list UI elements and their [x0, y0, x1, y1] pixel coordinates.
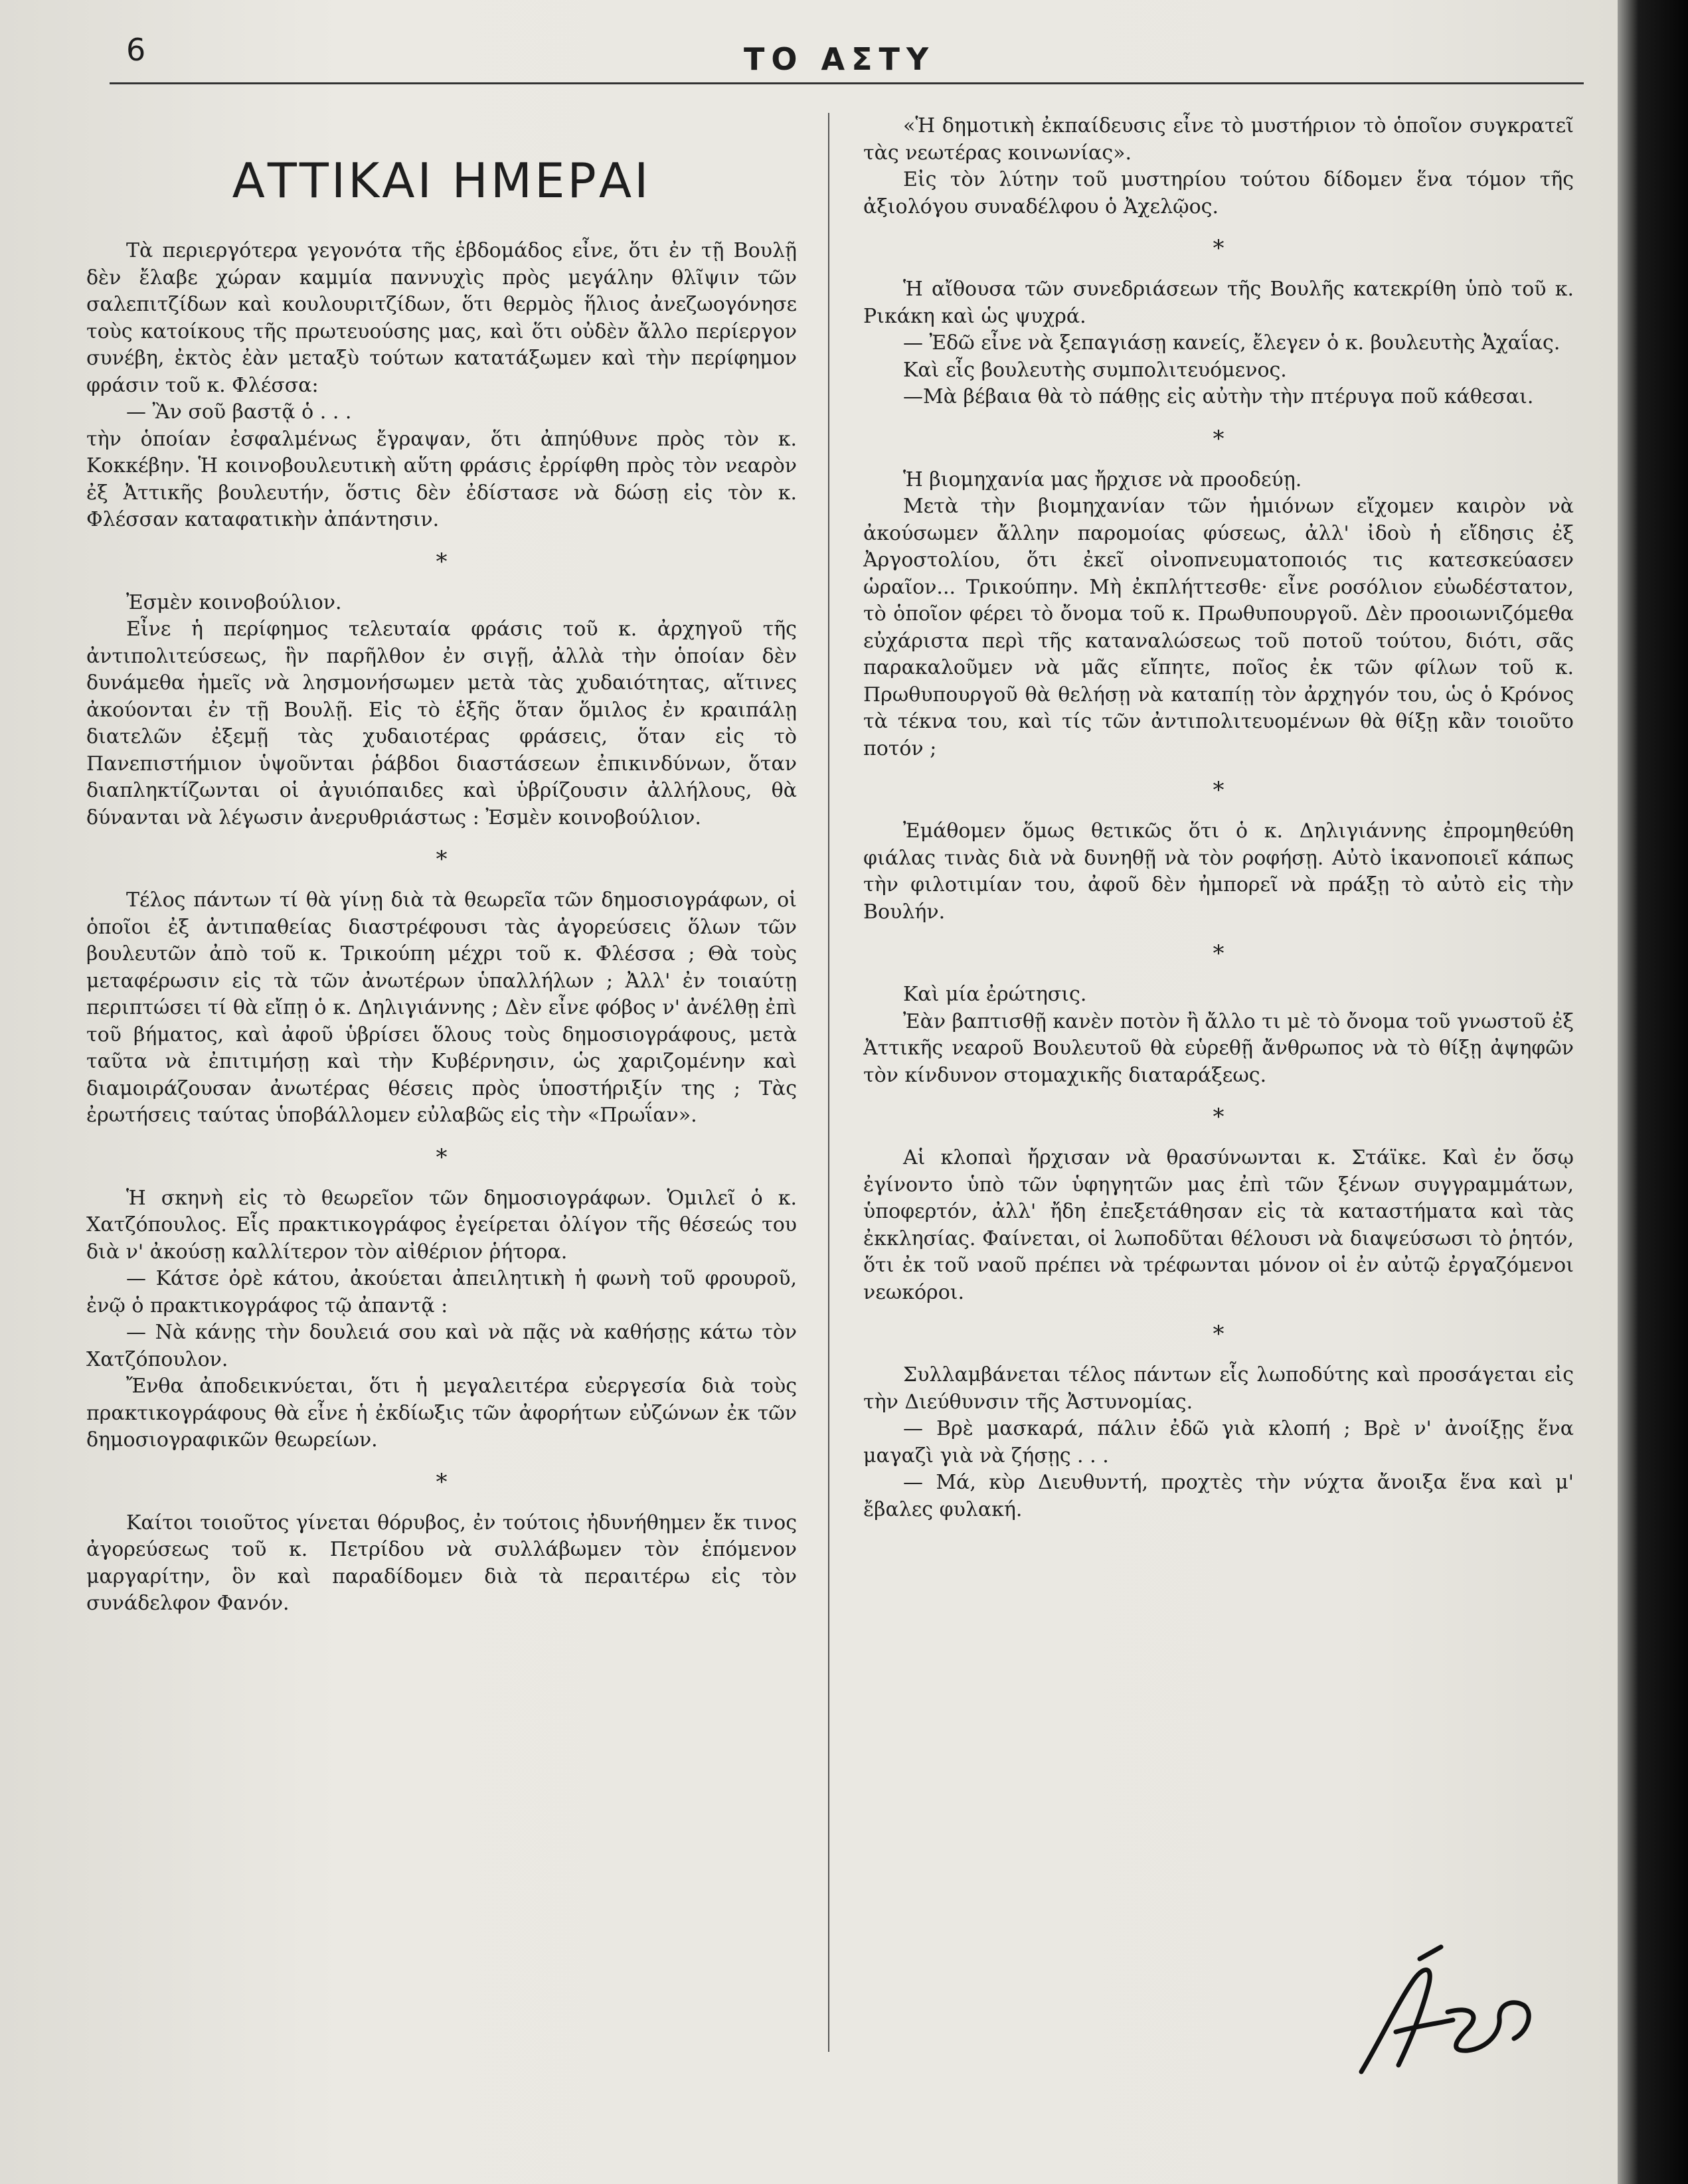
left-column: [86, 113, 797, 1618]
paragraph: Ἡ αἴθουσα τῶν συνεδριάσεων τῆς Βουλῆς κατεκρίθη ὑπὸ τοῦ κ. Ρικάκη καὶ ὡς ψυχρά.: [863, 278, 1574, 328]
paragraph: Ἐμάθομεν ὅμως θετικῶς ὅτι ὁ κ. Δηλιγιάννης ἐπρομηθεύθη φιάλας τινὰς διὰ νὰ δυνηθῇ νὰ τὸν ροφήσῃ. Αὐτὸ ἱκανοποιεῖ κάπως τὴν φιλοτιμίαν του, ἀφοῦ δὲν ἠμπορεῖ νὰ πράξῃ τὸ αὐτὸ εἰς τὴν Βουλήν.: [863, 819, 1574, 924]
page-binding-shadow: [1618, 0, 1688, 2184]
paragraph: — Ἐδῶ εἶνε νὰ ξεπαγιάσῃ κανείς, ἔλεγεν ὁ κ. βουλευτὴς Ἀχαΐας.: [903, 331, 1561, 355]
section-separator: *: [436, 846, 448, 873]
paragraph: — Βρὲ μασκαρά, πάλιν ἐδῶ γιὰ κλοπή ; Βρὲ ν' ἀνοίξῃς ἕνα μαγαζὶ γιὰ νὰ ζήσῃς . . .: [863, 1417, 1574, 1468]
paragraph: Καὶ μία ἐρώτησις.: [903, 983, 1087, 1006]
section-separator: *: [436, 1468, 448, 1495]
paragraph: — Νὰ κάνῃς τὴν δουλειά σου καὶ νὰ πᾷς νὰ καθήσῃς κάτω τὸν Χατζόπουλον.: [86, 1321, 797, 1371]
section-separator: *: [436, 548, 448, 575]
paragraph: — Μά, κὺρ Διευθυντή, προχτὲς τὴν νύχτα ἄνοιξα ἕνα καὶ μ' ἔβαλες φυλακή.: [863, 1471, 1574, 1521]
paragraph: Καὶ εἷς βουλευτὴς συμπολιτευόμενος.: [903, 358, 1287, 382]
paragraph: Ἐὰν βαπτισθῇ κανὲν ποτὸν ἢ ἄλλο τι μὲ τὸ ὄνομα τοῦ γνωστοῦ ἐξ Ἀττικῆς νεαροῦ Βουλευτοῦ θὰ εὑρεθῇ ἄνθρωπος νὰ τὸ θίξῃ ἀψηφῶν τὸν κίνδυνον στομαχικῆς διαταράξεως.: [863, 1009, 1574, 1087]
section-separator: *: [1213, 777, 1224, 803]
paragraph: Τὰ περιεργότερα γεγονότα τῆς ἑβδομάδος εἶνε, ὅτι ἐν τῇ Βουλῇ δὲν ἔλαβε χώραν καμμία παννυχὶς πρὸς μεγάλην θλῖψιν τῶν σαλεπιτζίδων καὶ κουλουριτζίδων, ὅτι θερμὸς ἥλιος ἀνεζωογόνησε τοὺς κατοίκους τῆς πρωτευούσης μας, καὶ ὅτι οὐδὲν ἄλλο περίεργον συνέβη, ἐκτὸς ἐὰν μεταξὺ τούτων κατατάξωμεν καὶ τὴν περίφημον φράσιν τοῦ κ. Φλέσσα:: [86, 239, 797, 397]
column-rule: [828, 113, 829, 2052]
paragraph: Εἰς τὸν λύτην τοῦ μυστηρίου τούτου δίδομεν ἕνα τόμον τῆς ἀξιολόγου συναδέλφου ὁ Ἀχελῷος.: [863, 168, 1574, 218]
section-separator: *: [1213, 425, 1224, 452]
paragraph: «Ἡ δημοτικὴ ἐκπαίδευσις εἶνε τὸ μυστήριον τὸ ὁποῖον συγκρατεῖ τὰς νεωτέρας κοινωνίας».: [863, 114, 1574, 165]
handwritten-signature: [1335, 1939, 1554, 2092]
paragraph: Συλλαμβάνεται τέλος πάντων εἷς λωποδύτης καὶ προσάγεται εἰς τὴν Διεύθυνσιν τῆς Ἀστυνομίας.: [863, 1363, 1574, 1414]
paragraph: τὴν ὁποίαν ἐσφαλμένως ἔγραψαν, ὅτι ἀπηύθυνε πρὸς τὸν κ. Κοκκέβην. Ἡ κοινοβουλευτικὴ αὕτη φράσις ἐρρίφθη πρὸς τὸν νεαρὸν ἐξ Ἀττικῆς βουλευτήν, ὅστις δὲν ἐδίστασε νὰ δώσῃ εἰς τὸν κ. Φλέσσαν καταφατικὴν ἀπάντησιν.: [86, 427, 797, 531]
paragraph: — Κάτσε ὀρὲ κάτου, ἀκούεται ἀπειλητικὴ ἡ φωνὴ τοῦ φρουροῦ, ἐνῷ ὁ πρακτικογράφος τῷ ἀπαντᾷ :: [86, 1267, 797, 1317]
paragraph: Ἔνθα ἀποδεικνύεται, ὅτι ἡ μεγαλειτέρα εὐεργεσία διὰ τοὺς πρακτικογράφους θὰ εἶνε ἡ ἐκδίωξις τῶν ἀφορήτων εὐζώνων ἐκ τῶν δημοσιογραφικῶν θεωρείων.: [86, 1375, 797, 1452]
section-separator: *: [1213, 235, 1224, 262]
paragraph: Ἡ βιομηχανία μας ἤρχισε νὰ προοδεύῃ.: [903, 467, 1302, 491]
section-separator: *: [1213, 1321, 1224, 1347]
paragraph: Εἶνε ἡ περίφημος τελευταία φράσις τοῦ κ. ἀρχηγοῦ τῆς ἀντιπολιτεύσεως, ἣν παρῆλθον ἐν σιγῇ, ἀλλὰ τὴν ὁποίαν δὲν δυνάμεθα ἡμεῖς νὰ λησμονήσωμεν μετὰ τὰς χυδαιότητας, αἵτινες ἀκούονται ἐν τῇ Βουλῇ. Εἰς τὸ ἑξῆς ὅταν ὅμιλος ἐν κραιπάλῃ διατελῶν ἐξεμῇ τὰς χυδαιοτέρας φράσεις, ὅταν εἰς τὸ Πανεπιστήμιον ὑψοῦνται ῥάβδοι διαστάσεων ἐπικινδύνων, ὅταν διαπληκτίζωνται οἱ ἀγυιόπαιδες καὶ ὑβρίζουσιν ἀλλήλους, θὰ δύνανται νὰ λέγωσιν ἀνερυθριάστως : Ἐσμὲν κοινοβούλιον.: [86, 618, 797, 829]
header-rule: [110, 82, 1584, 84]
page-number: 6: [126, 32, 146, 68]
paragraph: —Μὰ βέβαια θὰ τὸ πάθῃς εἰς αὐτὴν τὴν πτέρυγα ποῦ κάθεσαι.: [903, 385, 1534, 408]
paragraph: Τέλος πάντων τί θὰ γίνῃ διὰ τὰ θεωρεῖα τῶν δημοσιογράφων, οἱ ὁποῖοι ἐξ ἀντιπαθείας διαστρέφουσι τὰς ἀγορεύσεις ὅλων τῶν βουλευτῶν ἀπὸ τοῦ κ. Τρικούπη μέχρι τοῦ κ. Φλέσσα ; Θὰ τοὺς μεταφέρωσιν εἰς τὰ τῶν ἀνωτέρων ὑπαλλήλων ; Ἀλλ' ἐν τοιαύτῃ περιπτώσει τί θὰ εἴπῃ ὁ κ. Δηλιγιάννης ; Δὲν εἶνε φόβος ν' ἀνέλθῃ ἐπὶ τοῦ βήματος, καὶ ἀφοῦ ὑβρίσει ὅλους τοὺς δημοσιογράφους, μετὰ ταῦτα νὰ ἐπιτιμήσῃ καὶ τὴν Κυβέρνησιν, ὡς χαριζομένην καὶ διαμοιράζουσαν ἀνωτέρας θέσεις πρὸς ὑποστήριξίν της ; Τὰς ἐρωτήσεις ταύτας ὑποβάλλομεν εὐλαβῶς εἰς τὴν «Πρωΐαν».: [86, 888, 797, 1127]
right-column: [863, 113, 1574, 1523]
paragraph: Ἡ σκηνὴ εἰς τὸ θεωρεῖον τῶν δημοσιογράφων. Ὁμιλεῖ ὁ κ. Χατζόπουλος. Εἷς πρακτικογράφος ἐγείρεται ὀλίγον τῆς θέσεώς του διὰ ν' ἀκούσῃ καλλίτερον τὸν αἰθέριον ῥήτορα.: [86, 1186, 797, 1264]
paragraph: Ἐσμὲν κοινοβούλιον.: [126, 590, 342, 614]
section-separator: *: [1213, 1104, 1224, 1130]
section-title: ΑΤΤΙΚΑΙ ΗΜΕΡΑΙ: [232, 153, 651, 209]
paragraph: Αἱ κλοπαὶ ἤρχισαν νὰ θρασύνωνται κ. Στάϊκε. Καὶ ἐν ὅσῳ ἐγίνοντο ὑπὸ τῶν ὑφηγητῶν μας ἐπὶ τῶν ξένων συγγραμμάτων, ὑποφερτόν, ἀλλ' ἤδη ἐπεξετάθησαν εἰς τὰ καταστήματα καὶ τὰς ἐκκλησίας. Φαίνεται, οἱ λωποδῦται θέλουσι νὰ διαψεύσωσι τὸ ῥητόν, ὅτι ἐκ τοῦ ναοῦ πρέπει νὰ τρέφωνται μόνον οἱ ἐν αὐτῷ ἐργαζόμενοι νεωκόροι.: [863, 1146, 1574, 1304]
section-separator: *: [1213, 940, 1224, 967]
running-head: ΤΟ ΑΣΤΥ: [744, 41, 936, 77]
section-separator: *: [436, 1143, 448, 1171]
paragraph: — Ἂν σοῦ βαστᾷ ὁ . . .: [126, 400, 352, 424]
paragraph: Καίτοι τοιοῦτος γίνεται θόρυβος, ἐν τούτοις ἠδυνήθημεν ἔκ τινος ἀγορεύσεως τοῦ κ. Πετρίδου νὰ συλλάβωμεν τὸν ἑπόμενον μαργαρίτην, ὃν καὶ παραδίδομεν διὰ τὰ περαιτέρω εἰς τὸν συνάδελφον Φανόν.: [86, 1511, 797, 1615]
paragraph: Μετὰ τὴν βιομηχανίαν τῶν ἡμιόνων εἴχομεν καιρὸν νὰ ἀκούσωμεν ἄλλην παρομοίας φύσεως, ἀλλ' ἰδοὺ ἡ εἴδησις ἐξ Ἀργοστολίου, ὅτι ἐκεῖ οἰνοπνευματοποιός τις κατεσκεύασεν ὡραῖον... Τρικούπην. Μὴ ἐκπλήττεσθε· εἶνε ροσόλιον εὐωδέστατον, τὸ ὁποῖον φέρει τὸ ὄνομα τοῦ κ. Πρωθυπουργοῦ. Δὲν προοιωνιζόμεθα εὐχάριστα περὶ τῆς καταναλώσεως τοῦ ποτοῦ τούτου, διότι, σᾶς παρακαλοῦμεν νὰ μᾶς εἴπητε, ποῖος ἐκ τῶν φίλων τοῦ κ. Πρωθυπουργοῦ θὰ θελήσῃ νὰ καταπίῃ τὸν ἀρχηγόν του, ὡς ὁ Κρόνος τὰ τέκνα του, καὶ τίς τῶν ἀντιπολιτευομένων θὰ θίξῃ κἂν τοιοῦτο ποτόν ;: [863, 495, 1574, 760]
